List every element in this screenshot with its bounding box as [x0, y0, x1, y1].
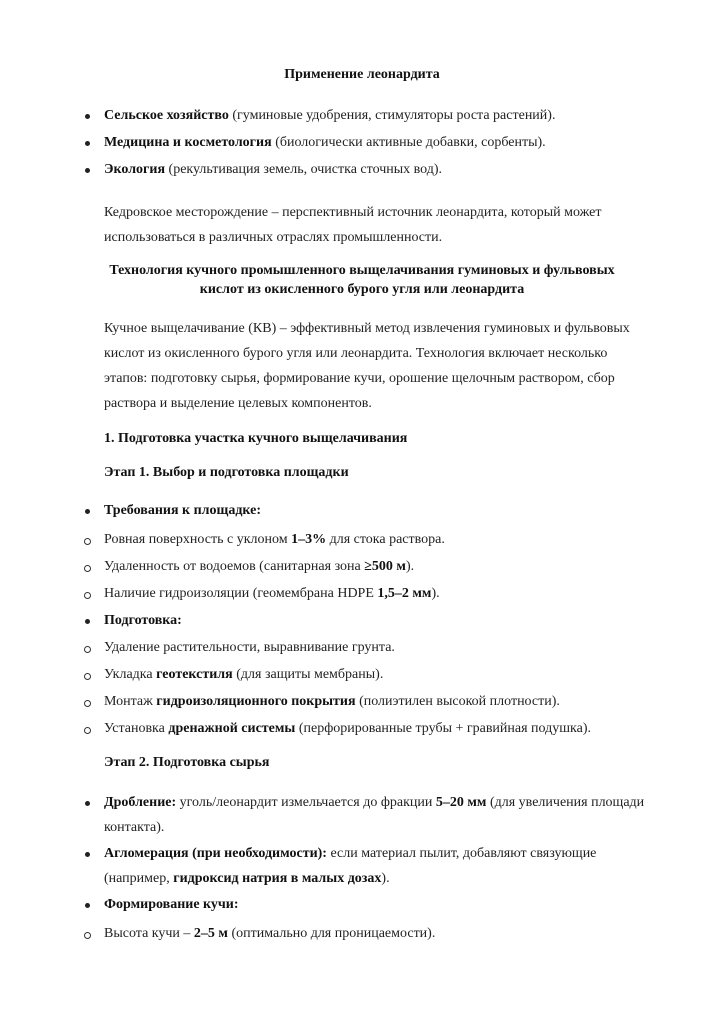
paragraph-line: кислот из окисленного бурого угля или леонардита. Технология включает несколько — [104, 346, 608, 361]
circle-bullet-icon — [84, 538, 91, 545]
sub-list-item: Ровная поверхность с уклоном 1–3% для стока раствора. — [104, 532, 445, 547]
bullet-icon — [85, 509, 90, 514]
section-heading: 1. Подготовка участка кучного выщелачивания — [104, 431, 408, 446]
list-item: Дробление: уголь/леонардит измельчается до фракции 5–20 мм (для увеличения площади — [104, 795, 645, 810]
list-item: Агломерация (при необходимости): если материал пылит, добавляют связующие — [104, 846, 597, 861]
sub-list-item: Высота кучи – 2–5 м (оптимально для проницаемости). — [104, 926, 436, 941]
bullet-icon — [85, 619, 90, 624]
sub-list-item: Установка дренажной системы (перфорированные трубы + гравийная подушка). — [104, 721, 592, 736]
list-item-continuation: контакта). — [104, 820, 165, 835]
paragraph-line: этапов: подготовку сырья, формирование кучи, орошение щелочным раствором, сбор — [104, 371, 615, 386]
list-item-heading: Формирование кучи: — [104, 897, 239, 912]
heading-technology-line: Технология кучного промышленного выщелачивания гуминовых и фульвовых — [109, 263, 615, 278]
sub-list-item: Монтаж гидроизоляционного покрытия (полиэтилен высокой плотности). — [104, 694, 560, 709]
circle-bullet-icon — [84, 646, 91, 653]
sub-list-item: Удаленность от водоемов (санитарная зона ≥500 м). — [104, 559, 415, 574]
bullet-icon — [85, 801, 90, 806]
list-item-continuation: (например, гидроксид натрия в малых дозах). — [104, 871, 390, 886]
circle-bullet-icon — [84, 700, 91, 707]
paragraph-line: раствора и выделение целевых компонентов. — [104, 396, 372, 411]
list-item: Медицина и косметология (биологически активные добавки, сорбенты). — [104, 135, 546, 150]
sub-list-item: Укладка геотекстиля (для защиты мембраны). — [104, 667, 384, 682]
list-item: Экология (рекультивация земель, очистка сточных вод). — [104, 162, 443, 177]
list-item: Сельское хозяйство (гуминовые удобрения, стимуляторы роста растений). — [104, 108, 556, 123]
heading-applications: Применение леонардита — [284, 67, 440, 82]
stage-heading: Этап 2. Подготовка сырья — [104, 755, 270, 770]
paragraph-line: Кучное выщелачивание (КВ) – эффективный метод извлечения гуминовых и фульвовых — [104, 321, 630, 336]
bullet-icon — [85, 852, 90, 857]
paragraph-line: Кедровское месторождение – перспективный источник леонардита, который может — [104, 205, 602, 220]
paragraph-line: использоваться в различных отраслях промышленности. — [104, 230, 443, 245]
list-item-heading: Подготовка: — [104, 613, 182, 628]
circle-bullet-icon — [84, 592, 91, 599]
stage-heading: Этап 1. Выбор и подготовка площадки — [104, 465, 349, 480]
bullet-icon — [85, 141, 90, 146]
bullet-icon — [85, 168, 90, 173]
circle-bullet-icon — [84, 673, 91, 680]
list-item-heading: Требования к площадке: — [104, 503, 262, 518]
bullet-icon — [85, 114, 90, 119]
circle-bullet-icon — [84, 932, 91, 939]
sub-list-item: Удаление растительности, выравнивание грунта. — [104, 640, 395, 655]
heading-technology-line: кислот из окисленного бурого угля или леонардита — [199, 282, 525, 297]
circle-bullet-icon — [84, 727, 91, 734]
sub-list-item: Наличие гидроизоляции (геомембрана HDPE 1,5–2 мм). — [104, 586, 440, 601]
bullet-icon — [85, 903, 90, 908]
circle-bullet-icon — [84, 565, 91, 572]
